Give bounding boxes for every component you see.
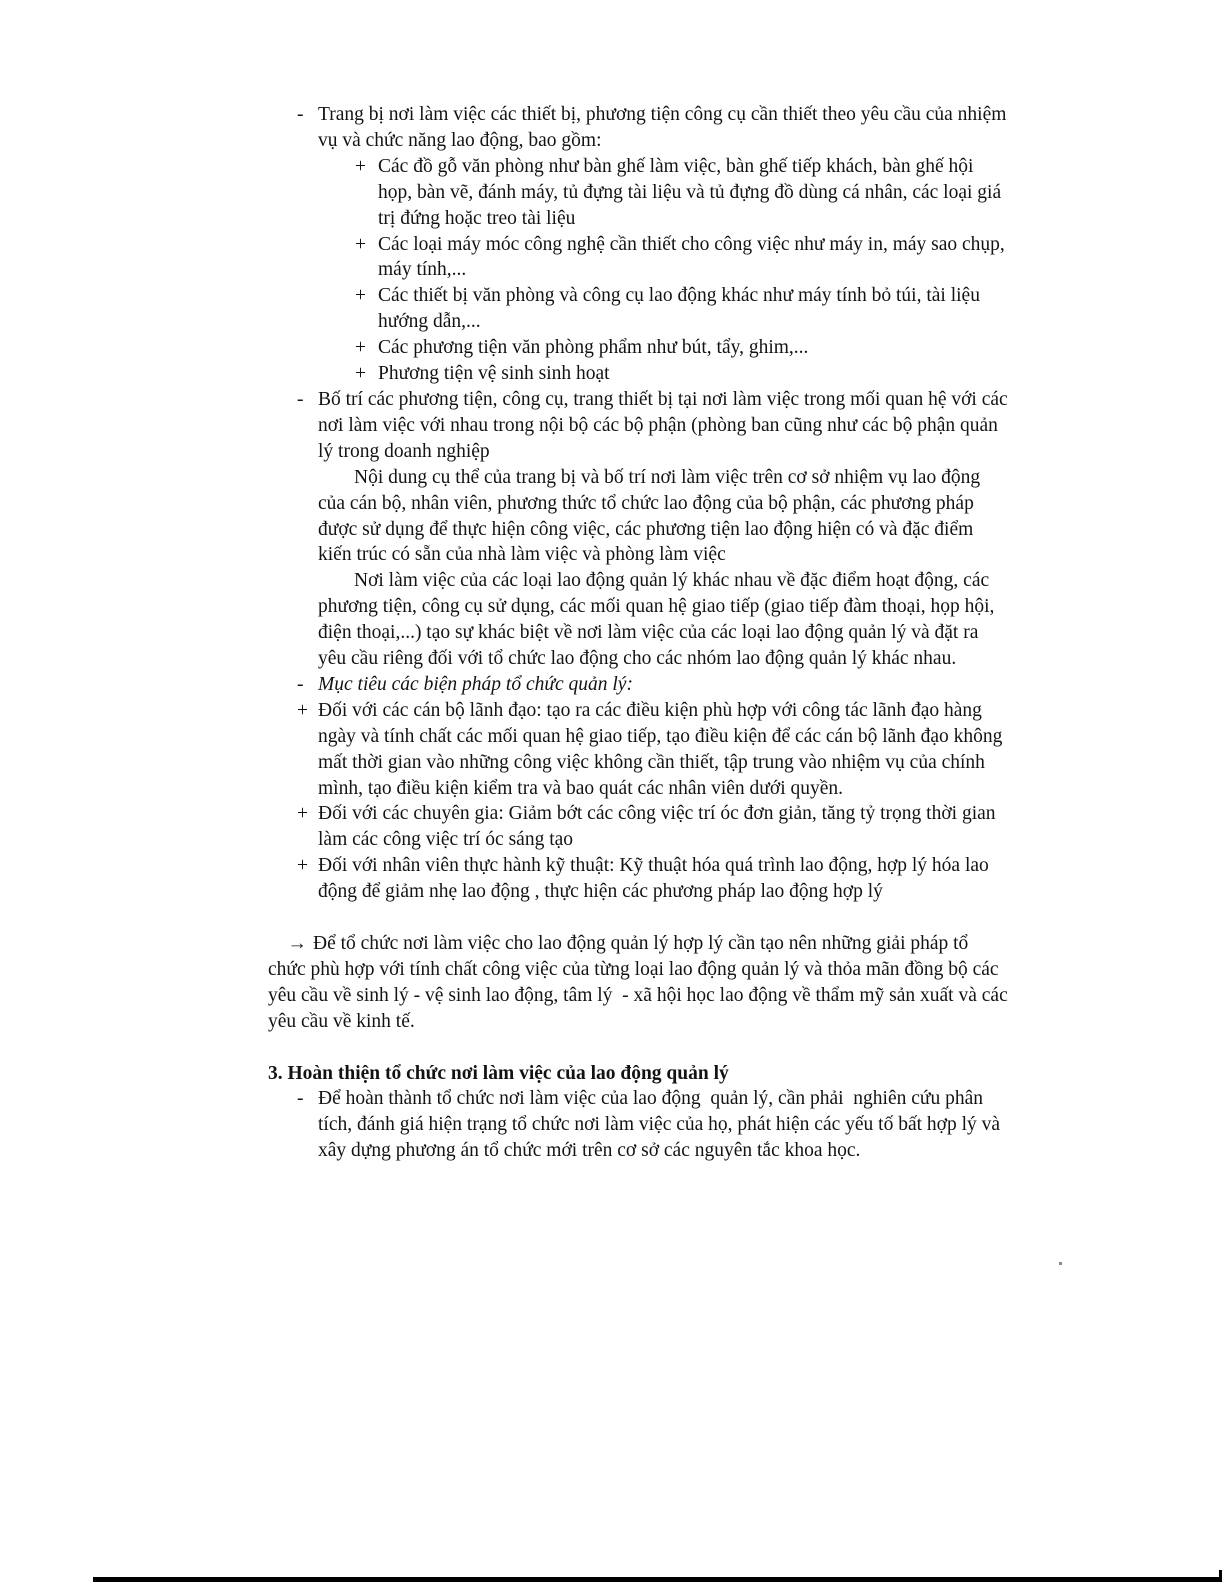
plus-bullet-marker: + bbox=[355, 363, 366, 385]
bullet-text: Bố trí các phương tiện, công cụ, trang thiết bị tại nơi làm việc trong mối quan hệ với các nơi làm việc với nhau trong nội bộ các bộ phận (phòng ban cũng như các bộ phận quản lý trong doanh nghiệp bbox=[318, 388, 1013, 462]
sub-bullet-text: Các thiết bị văn phòng và công cụ lao động khác như máy tính bỏ túi, tài liệu hướng dẫn,... bbox=[378, 285, 985, 333]
bullet-item-experts bbox=[297, 801, 1008, 853]
document-text-block bbox=[268, 102, 1013, 1164]
dash-bullet-marker: - bbox=[297, 388, 304, 410]
dash-bullet-marker: - bbox=[297, 104, 304, 125]
paragraph-workplace-differences: Nơi làm việc của các loại lao động quản lý khác nhau về đặc điểm hoạt động, các phương tiện, công cụ sử dụng, các mối quan hệ giao tiếp (giao tiếp đàm thoại, họp hội, điện thoại,...) tạo sự khác biệt về nơi làm việc của các loại lao động quản lý và đặt ra yêu cầu riêng đối với tổ chức lao động cho các nhóm lao động quản lý khác nhau. bbox=[318, 570, 1000, 670]
sub-bullet-text: Các đồ gỗ văn phòng như bàn ghế làm việc, bàn ghế tiếp khách, bàn ghế hội họp, bàn vẽ, đánh máy, tủ đựng tài liệu và tủ đựng đồ dùng cá nhân, các loại giá trị đứng hoặc treo tài liệu bbox=[378, 155, 1006, 229]
plus-bullet-marker: + bbox=[297, 855, 308, 877]
bullet-item-equip bbox=[297, 102, 1012, 154]
plus-bullet-marker: + bbox=[355, 233, 366, 255]
bullet-item-leaders bbox=[297, 698, 1008, 802]
scan-edge-line bbox=[93, 1577, 1222, 1582]
bullet-item-layout bbox=[297, 387, 1013, 465]
dash-bullet-marker: - bbox=[297, 1088, 304, 1110]
plus-bullet-marker: + bbox=[355, 155, 366, 177]
scan-speck-artifact bbox=[1059, 1262, 1062, 1265]
bullet-text: Đối với nhân viên thực hành kỹ thuật: Kỹ thuật hóa quá trình lao động, hợp lý hóa lao động để giảm nhẹ lao động , thực hiện các phương pháp lao động hợp lý bbox=[318, 855, 994, 903]
paragraph-equip-content: Nội dung cụ thể của trang bị và bố trí nơi làm việc trên cơ sở nhiệm vụ lao động của cán bộ, nhân viên, phương thức tổ chức lao động của bộ phận, các phương pháp được sử dụng để thực hiện công việc, các phương tiện lao động hiện có và đặc điểm kiến trúc có sẵn của nhà làm việc và phòng làm việc bbox=[318, 466, 985, 566]
sub-bullet-item-office-devices bbox=[355, 283, 1008, 335]
sub-bullet-item-stationery bbox=[355, 335, 1008, 361]
bullet-text: Trang bị nơi làm việc các thiết bị, phương tiện công cụ cần thiết theo yêu cầu của nhiệm vụ và chức năng lao động, bao gồm: bbox=[318, 104, 1012, 151]
plus-bullet-marker: + bbox=[297, 699, 308, 721]
bullet-item-technical-staff bbox=[297, 853, 1008, 905]
conclusion-text: Để tổ chức nơi làm việc cho lao động quản lý hợp lý cần tạo nên những giải pháp tổ chức phù hợp với tính chất công việc của từng loại lao động quản lý và thỏa mãn đồng bộ các yêu cầu về sinh lý - vệ sinh lao động, tâm lý - xã hội học lao động về thẩm mỹ sản xuất và các yêu cầu về kinh tế. bbox=[268, 933, 1013, 1032]
scan-edge-tick bbox=[1219, 1570, 1222, 1579]
sub-bullet-text: Các loại máy móc công nghệ cần thiết cho công việc như máy in, máy sao chụp, máy tính,... bbox=[378, 233, 1010, 281]
sub-bullet-text: Các phương tiện văn phòng phẩm như bút, tẩy, ghim,... bbox=[378, 337, 809, 359]
sub-bullet-item-furniture bbox=[355, 154, 1008, 232]
bullet-item-objectives bbox=[297, 672, 1008, 698]
right-arrow-icon: → bbox=[287, 933, 307, 954]
conclusion-paragraph bbox=[268, 905, 1013, 1060]
bullet-text: Đối với các cán bộ lãnh đạo: tạo ra các điều kiện phù hợp với công tác lãnh đạo hàng ngày và tính chất các mối quan hệ giao tiếp, tạo điều kiện để các cán bộ lãnh đạo không mất thời gian vào những công việc không cần thiết, tập trung vào nhiệm vụ của chính mình, tạo điều kiện kiểm tra và bao quát các nhân viên dưới quyền. bbox=[318, 699, 1008, 799]
section-heading-3: 3. Hoàn thiện tổ chức nơi làm việc của lao động quản lý bbox=[268, 1062, 729, 1084]
sub-bullet-text: Phương tiện vệ sinh sinh hoạt bbox=[378, 363, 610, 385]
bullet-text: Đối với các chuyên gia: Giảm bớt các công việc trí óc đơn giản, tăng tỷ trọng thời gian làm các công việc trí óc sáng tạo bbox=[318, 803, 1001, 851]
plus-bullet-marker: + bbox=[355, 337, 366, 359]
sub-bullet-item-machines bbox=[355, 232, 1010, 284]
plus-bullet-marker: + bbox=[297, 803, 308, 825]
dash-bullet-marker: - bbox=[297, 673, 304, 695]
sub-bullet-item-sanitation bbox=[355, 361, 1008, 387]
bullet-text: Để hoàn thành tổ chức nơi làm việc của lao động quản lý, cần phải nghiên cứu phân tích, đánh giá hiện trạng tổ chức nơi làm việc của họ, phát hiện các yếu tố bất hợp lý và xây dựng phương án tổ chức mới trên cơ sở các nguyên tắc khoa học. bbox=[318, 1088, 1005, 1162]
bullet-item-perfecting bbox=[297, 1086, 1008, 1164]
bullet-text-italic: Mục tiêu các biện pháp tổ chức quản lý: bbox=[318, 673, 633, 695]
plus-bullet-marker: + bbox=[355, 285, 366, 307]
